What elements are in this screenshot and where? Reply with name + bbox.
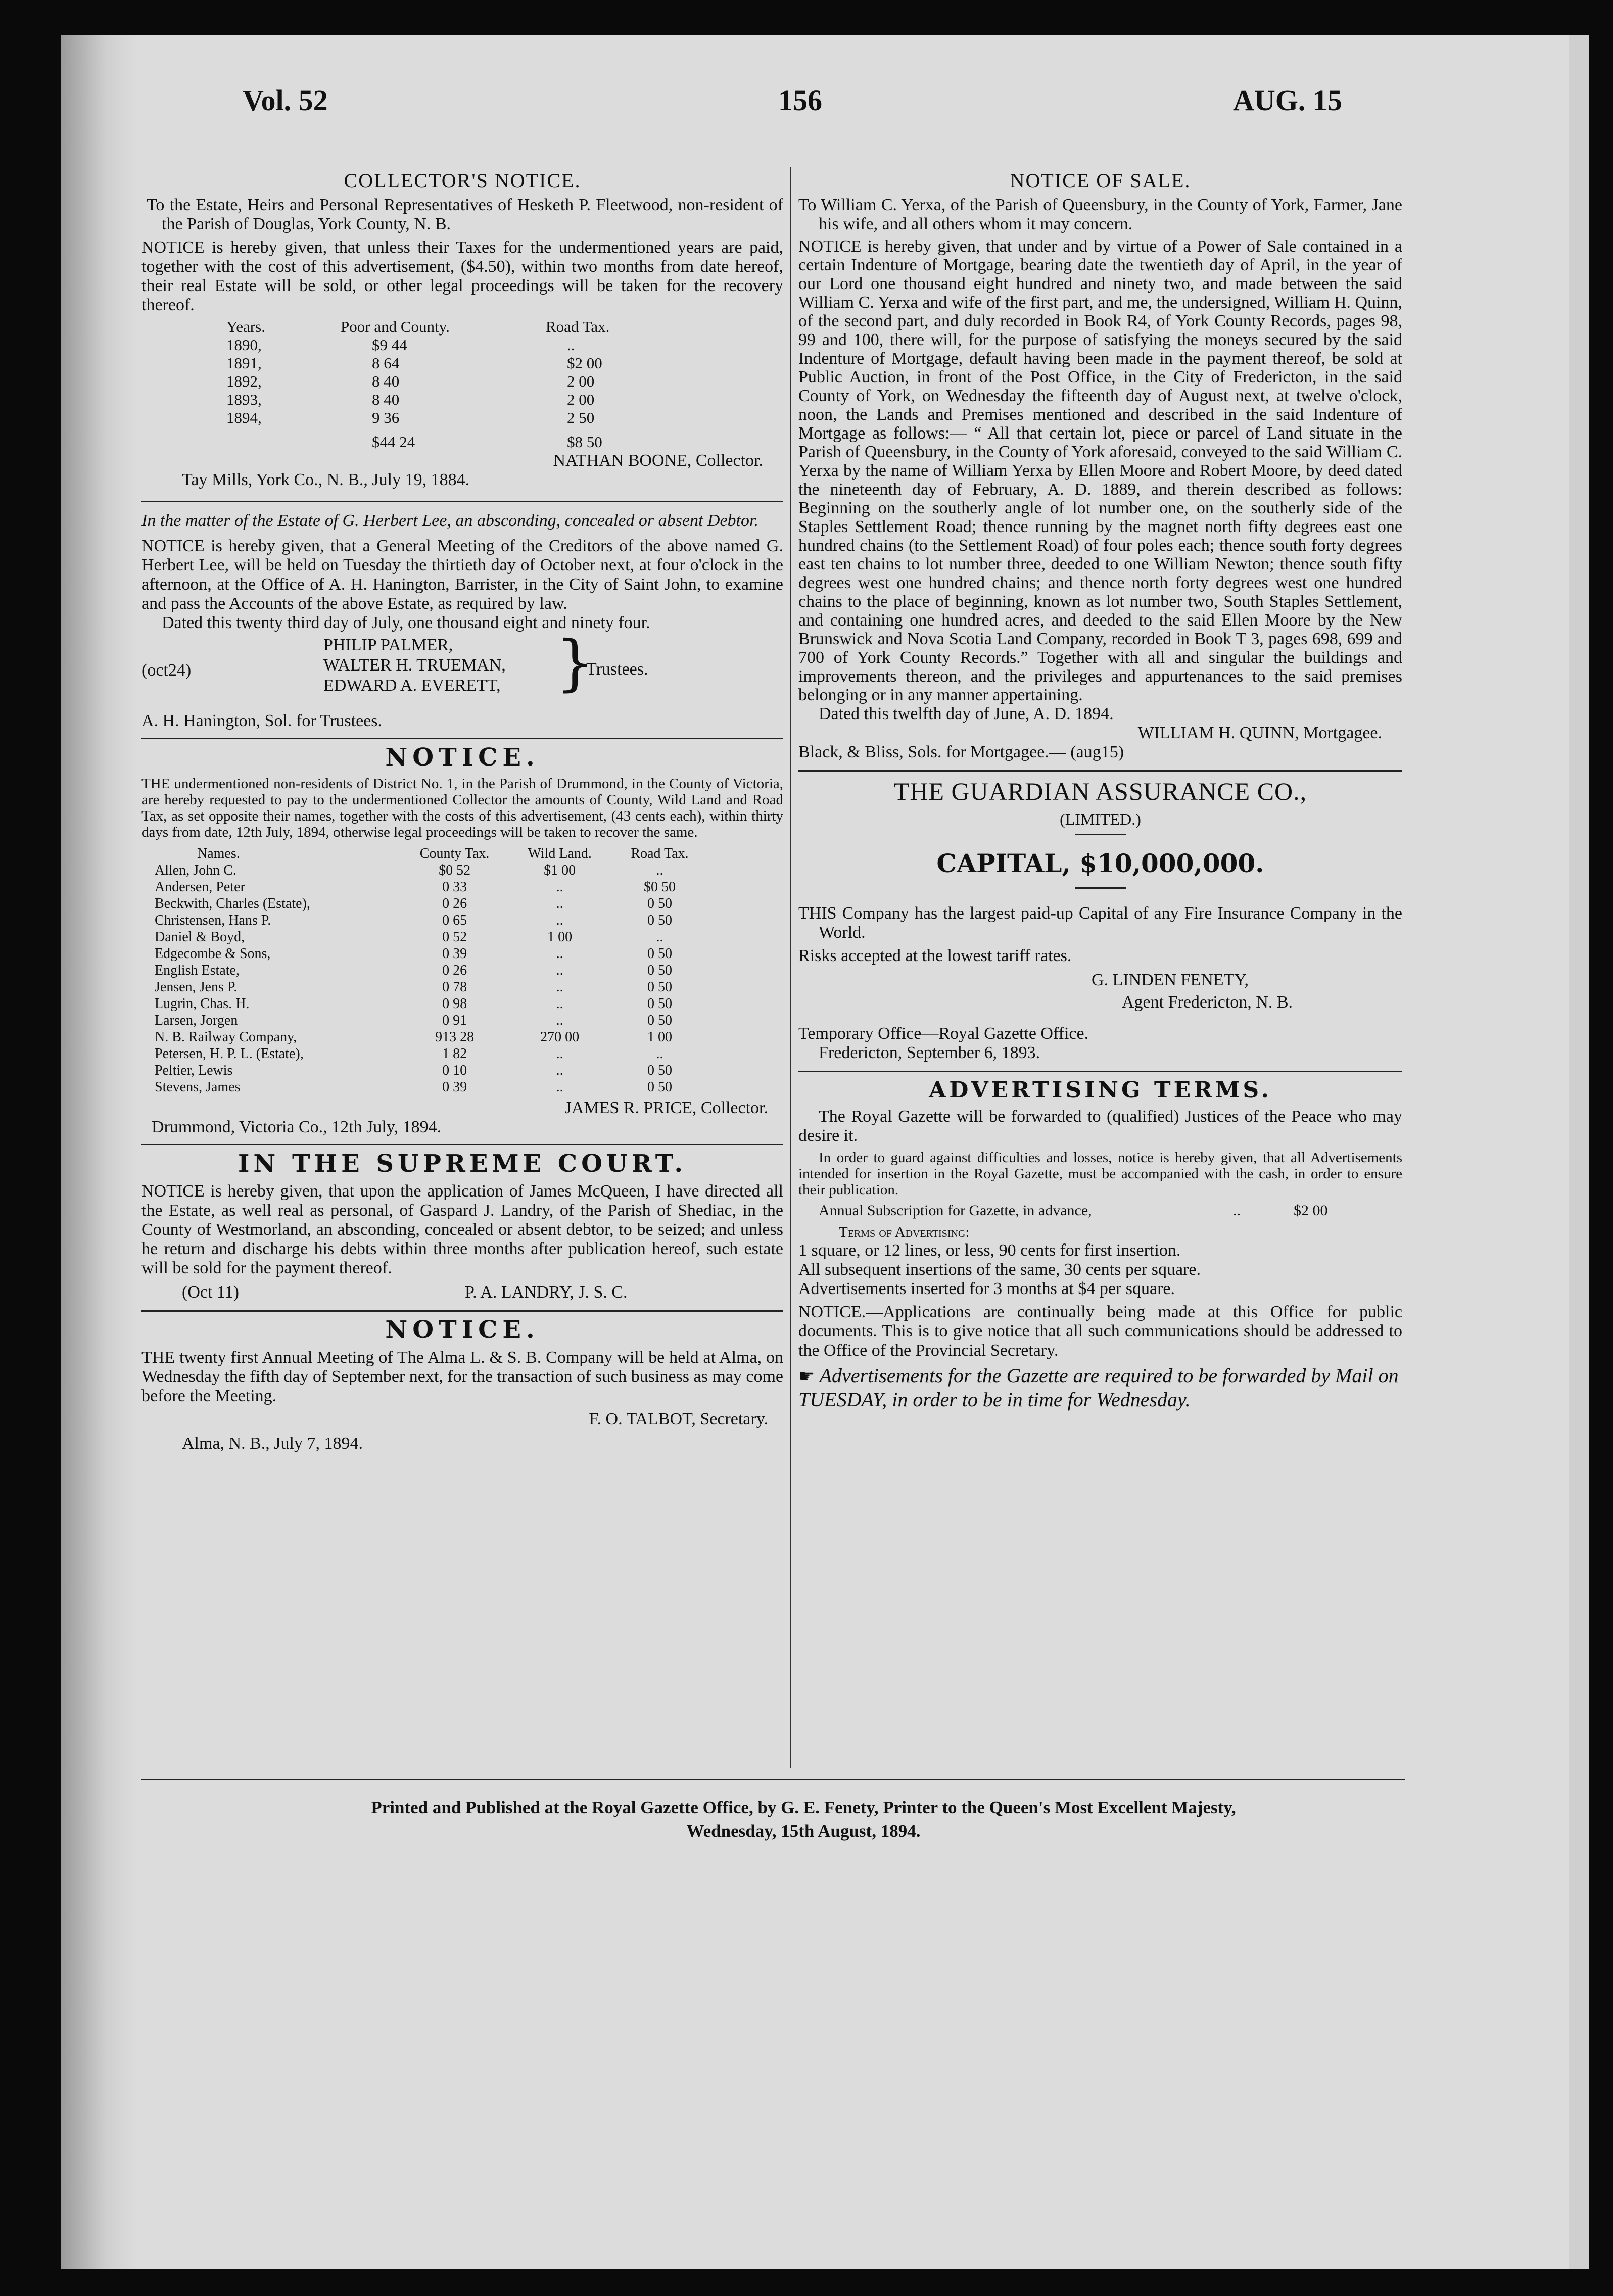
cell: 1 00: [647, 1029, 672, 1045]
supreme-court-notice: [141, 1150, 783, 1305]
cell: ..: [656, 1046, 663, 1062]
alma-notice: [141, 1316, 783, 1453]
cell: 1892,: [226, 372, 262, 390]
trustee-1: PHILIP PALMER,: [323, 636, 453, 654]
trustees-block: [141, 628, 783, 711]
sale-address: To William C. Yerxa, of the Parish of Queensbury, in the County of York, Farmer, Jane his wife, and all others whom it may concern.: [798, 196, 1402, 233]
terms-body: In order to guard against difficulties and losses, notice is hereby given, that all Advertisements intended for insertion in the Royal Gazette, must be accompanied with the cash, in order to ensure their publication.: [798, 1150, 1402, 1198]
cell: 8 64: [372, 354, 400, 372]
cell: ..: [556, 1063, 563, 1078]
table-row: [222, 372, 681, 391]
terms-line-1: 1 square, or 12 lines, or less, 90 cents for first insertion.: [798, 1241, 1181, 1260]
cell: ..: [656, 929, 663, 945]
page-number: 156: [778, 84, 822, 117]
cell: 0 50: [647, 963, 672, 978]
imprint: [212, 1796, 1395, 1843]
cell: ..: [556, 1013, 563, 1028]
lee-body: NOTICE is hereby given, that a General Meeting of the Creditors of the above named G. Herbert Lee, will be held on Tuesday the thirtieth day of October next, at four o'clock in the afternoon, at the Office of A. H. Hanington, Barrister, in the City of Saint John, to examine and pass the Accounts of the above Estate, as required by law.: [141, 537, 783, 613]
table-row: [222, 409, 681, 427]
notice-of-sale: [798, 169, 1402, 762]
drummond-signer: JAMES R. PRICE, Collector.: [564, 1098, 768, 1117]
supreme-signer: P. A. LANDRY, J. S. C.: [465, 1283, 628, 1302]
subscription-row: [798, 1202, 1402, 1222]
cell: Daniel & Boyd,: [155, 929, 245, 945]
supreme-court-title: IN THE SUPREME COURT.: [238, 1150, 687, 1178]
guardian-limited: (LIMITED.): [1060, 810, 1141, 828]
divider: [798, 1071, 1402, 1072]
col-road-tax: Road Tax.: [631, 846, 689, 862]
drummond-place-date: Drummond, Victoria Co., 12th July, 1894.: [152, 1118, 442, 1136]
cell: 1 82: [442, 1046, 467, 1062]
drummond-body: THE undermentioned non-residents of District No. 1, in the Parish of Drummond, in the County of Victoria, are hereby requested to pay to the undermentioned Collector the amounts of County, Wild Land and Road Tax, as set opposite their names, together with the costs of this advertisement, (43 cents each), within thirty days from date, 12th July, 1894, otherwise legal proceedings will be taken to recover the same.: [141, 776, 783, 840]
cell: 0 50: [647, 1063, 672, 1078]
collectors-signer: NATHAN BOONE, Collector.: [553, 451, 763, 470]
lee-dated: Dated this twenty third day of July, one thousand eight and ninety four.: [162, 613, 650, 632]
cell: 0 50: [647, 996, 672, 1012]
cell: 0 98: [442, 996, 467, 1012]
sale-dated: Dated this twelfth day of June, A. D. 1894.: [819, 704, 1114, 723]
cell: 8 40: [372, 391, 400, 408]
cell: 2 00: [567, 391, 595, 408]
cell: 1891,: [226, 354, 262, 372]
cell: 0 78: [442, 979, 467, 995]
lee-code: (oct24): [141, 661, 192, 680]
subscription-label: Annual Subscription for Gazette, in advance,: [819, 1202, 1092, 1219]
total-road-tax: $8 50: [567, 433, 602, 451]
cell: Christensen, Hans P.: [155, 913, 271, 928]
cell: Jensen, Jens P.: [155, 979, 238, 995]
divider: [141, 1144, 783, 1145]
guardian-capital: CAPITAL, $10,000,000.: [936, 848, 1264, 878]
guardian-agent-role: Agent Fredericton, N. B.: [1122, 993, 1293, 1012]
cell: ..: [567, 336, 575, 354]
cell: 0 91: [442, 1013, 467, 1028]
cell: Stevens, James: [155, 1079, 241, 1095]
terms-mail-text: Advertisements for the Gazette are required to be forwarded by Mail on TUESDAY, in order to be in time for Wednesday.: [798, 1364, 1399, 1411]
supreme-code: (Oct 11): [182, 1283, 239, 1302]
cell: 2 50: [567, 409, 595, 426]
cell: 0 50: [647, 896, 672, 912]
cell: ..: [556, 1046, 563, 1062]
col-road-tax: Road Tax.: [546, 318, 610, 336]
cell: Beckwith, Charles (Estate),: [155, 896, 310, 912]
terms-heading: Terms of Advertising:: [839, 1224, 970, 1240]
cell: Peltier, Lewis: [155, 1063, 233, 1078]
cell: 0 50: [647, 1013, 672, 1028]
guardian-assurance-ad: [798, 777, 1402, 1063]
cell: ..: [556, 896, 563, 912]
cell: $0 50: [643, 879, 676, 895]
cell: 0 33: [442, 879, 467, 895]
supreme-court-body: NOTICE is hereby given, that upon the application of James McQueen, I have directed all the Estate, as well real as personal, of Gaspard J. Landry, of the Parish of Shediac, in the County of Westmorland, an absconding, concealed or absent debtor, to be seized; and unless he return and discharge his debts within three months after publication hereof, such estate will be sold for the payment thereof.: [141, 1182, 783, 1277]
terms-line-2: All subsequent insertions of the same, 30 cents per square.: [798, 1260, 1201, 1279]
cell: 0 50: [647, 913, 672, 928]
column-divider: [790, 167, 791, 1768]
cell: Lugrin, Chas. H.: [155, 996, 250, 1012]
sale-signer: WILLIAM H. QUINN, Mortgagee.: [1137, 724, 1382, 742]
table-row: [222, 354, 681, 372]
sale-title: NOTICE OF SALE.: [1010, 169, 1191, 192]
table-row: [152, 879, 707, 895]
drummond-notice: [141, 743, 783, 1137]
alma-body: THE twenty first Annual Meeting of The Alma L. & S. B. Company will be held at Alma, on Wednesday the fifth day of September next, for the transaction of such business as may come before the Meeting.: [141, 1348, 784, 1405]
table-row: [152, 1079, 707, 1095]
subscription-dots: ..: [1233, 1202, 1241, 1219]
lee-heading: In the matter of the Estate of G. Herbert Lee, an absconding, concealed or absent Debtor.: [141, 511, 758, 530]
sale-body: NOTICE is hereby given, that under and by virtue of a Power of Sale contained in a certain Indenture of Mortgage, bearing date the twentieth day of April, in the year of our Lord one thousand eight hundred and ninety two, and made between the said William C. Yerxa and wife of the first part, and me, the undersigned, William H. Quinn, of the second part, and duly recorded in Book R4, of York County Records, pages 98, 99 and 100, there will, for the purpose of satisfying the moneys secured by the said Indenture of Mortgage, default having been made in the payment thereof, be sold at Public Auction, in front of the Post Office, in the City of Fredericton, in the said County of York, on Wednesday the fifteenth day of August next, at twelve o'clock, noon, the Lands and Premises mentioned and described in the said Indenture of Mortgage as follows:— “ All that certain lot, piece or parcel of Land situate in the Parish of Queensbury, in the County of York aforesaid, conveyed to the said William C. Yerxa by the name of William Yerxa by Ellen Moore and Robert Moore, by deed dated the nineteenth day of February, A. D. 1889, and therein described as follows: Beginning on the southerly angle of lot number one, on the southerly side of the Staples Settlement Road; thence running by the magnet north fifty degrees east one hundred chains (to the Settlement Road) of four poles each; thence south forty degrees east ten chains to lot number three, deeded to one William Newton; thence south fifty degrees west one hundred chains; and thence north forty degrees west one hundred chains to the place of beginning, known as lot number two, South Staples Settlement, and containing one hundred acres, and deeded to the said Ellen Moore by the New Brunswick and Nova Scotia Land Company, recorded in Book T 3, pages 698, 699 and 700 of York County Records.” Together with all and singular the buildings and improvements thereon, and the privileges and appurtenances to the said premises belonging or in any manner appertaining.: [798, 237, 1402, 704]
col-names: Names.: [197, 846, 240, 862]
trustee-3: EDWARD A. EVERETT,: [323, 676, 501, 695]
totals-row: [222, 427, 681, 451]
cell: 8 40: [372, 372, 400, 390]
pointing-hand-icon: ☛: [798, 1366, 815, 1386]
cell: $0 52: [439, 863, 471, 878]
table-row: [152, 979, 707, 995]
cell: English Estate,: [155, 963, 240, 978]
table-row: [222, 391, 681, 409]
page-edge: [1569, 35, 1589, 2269]
cell: 0 50: [647, 946, 672, 962]
col-years: Years.: [226, 318, 265, 336]
trustee-2: WALTER H. TRUEMAN,: [323, 656, 506, 675]
divider: [798, 770, 1402, 772]
cell: ..: [556, 996, 563, 1012]
guardian-title: THE GUARDIAN ASSURANCE CO.,: [893, 777, 1307, 805]
volume-number: Vol. 52: [243, 84, 328, 117]
footer-rule: [141, 1779, 1405, 1780]
cell: $2 00: [567, 354, 602, 372]
table-row: [152, 1045, 707, 1062]
cell: 1890,: [226, 336, 262, 354]
table-row: [152, 945, 707, 962]
imprint-line-2: Wednesday, 15th August, 1894.: [686, 1821, 921, 1841]
cell: 0 39: [442, 1079, 467, 1095]
table-row: [152, 962, 707, 979]
cell: ..: [556, 879, 563, 895]
cell: 0 26: [442, 963, 467, 978]
cell: 2 00: [567, 372, 595, 390]
divider: [141, 1310, 783, 1312]
cell: 0 65: [442, 913, 467, 928]
collectors-tax-table: [222, 318, 681, 451]
cell: Andersen, Peter: [155, 879, 245, 895]
cell: 1893,: [226, 391, 262, 408]
cell: 0 52: [442, 929, 467, 945]
lee-estate-notice: [141, 511, 783, 731]
cell: Allen, John C.: [155, 863, 236, 878]
lee-solicitor: A. H. Hanington, Sol. for Trustees.: [141, 711, 383, 730]
cell: 0 50: [647, 1079, 672, 1095]
cell: 0 26: [442, 896, 467, 912]
terms-mail-notice: [798, 1364, 1402, 1411]
guardian-body: THIS Company has the largest paid-up Capital of any Fire Insurance Company in the World.: [798, 904, 1402, 942]
cell: Petersen, H. P. L. (Estate),: [155, 1046, 304, 1062]
page-spine-shadow: [61, 35, 136, 2269]
cell: 0 10: [442, 1063, 467, 1078]
cell: N. B. Railway Company,: [155, 1029, 297, 1045]
terms-intro: The Royal Gazette will be forwarded to (qualified) Justices of the Peace who may desire it.: [798, 1107, 1402, 1145]
col-county-tax: County Tax.: [419, 846, 490, 862]
cell: 9 36: [372, 409, 400, 426]
subscription-value: $2 00: [1294, 1202, 1328, 1219]
guardian-agent-name: G. LINDEN FENETY,: [1092, 971, 1249, 989]
table-row: [152, 1012, 707, 1029]
imprint-line-1: Printed and Published at the Royal Gazette Office, by G. E. Fenety, Printer to the Queen's Most Excellent Majesty,: [371, 1798, 1236, 1817]
cell: $1 00: [544, 863, 576, 878]
alma-title: NOTICE.: [385, 1316, 540, 1344]
table-row: [152, 912, 707, 929]
drummond-title: NOTICE.: [385, 743, 540, 772]
issue-date: AUG. 15: [1233, 84, 1342, 117]
cell: ..: [556, 1079, 563, 1095]
short-rule: [1075, 887, 1126, 889]
table-row: [152, 1029, 707, 1045]
table-row: [152, 862, 707, 879]
advertising-terms: [798, 1077, 1402, 1411]
collectors-notice-address: To the Estate, Heirs and Personal Representatives of Hesketh P. Fleetwood, non-resident of the Parish of Douglas, York County, N. B.: [147, 196, 783, 233]
table-row: [222, 336, 681, 354]
drummond-tax-table: [152, 845, 707, 1095]
collectors-notice-title: COLLECTOR'S NOTICE.: [344, 169, 581, 192]
guardian-place-date: Fredericton, September 6, 1893.: [819, 1043, 1040, 1062]
divider: [141, 501, 783, 502]
col-poor-county: Poor and County.: [341, 318, 450, 336]
short-rule: [1075, 834, 1126, 835]
table-row: [152, 995, 707, 1012]
terms-notice: NOTICE.—Applications are continually being made at this Office for public documents. This is to give notice that all such communications should be addressed to the Office of the Provincial Secretary.: [798, 1303, 1402, 1360]
sale-solicitors: Black, & Bliss, Sols. for Mortgagee.— (aug15): [798, 743, 1124, 761]
left-column: [141, 167, 783, 1453]
guardian-office: Temporary Office—Royal Gazette Office.: [798, 1024, 1089, 1043]
cell: ..: [556, 913, 563, 928]
cell: Larsen, Jorgen: [155, 1013, 238, 1028]
cell: 913 28: [435, 1029, 475, 1045]
cell: 1 00: [547, 929, 573, 945]
total-poor-county: $44 24: [372, 433, 415, 451]
cell: ..: [656, 863, 663, 878]
table-row: [152, 895, 707, 912]
terms-line-3: Advertisements inserted for 3 months at $4 per square.: [798, 1279, 1175, 1298]
cell: 0 39: [442, 946, 467, 962]
cell: $9 44: [372, 336, 407, 354]
brace-glyph: }: [556, 628, 595, 698]
right-column: [798, 167, 1402, 1411]
cell: ..: [556, 963, 563, 978]
table-row: [152, 929, 707, 945]
collectors-notice-body: NOTICE is hereby given, that unless their Taxes for the undermentioned years are paid, together with the cost of this advertisement, ($4.50), within two months from date hereof, their real Estate will be sold, or other legal proceedings will be taken for the recovery thereof.: [141, 238, 783, 314]
cell: ..: [556, 979, 563, 995]
cell: ..: [556, 946, 563, 962]
cell: 1894,: [226, 409, 262, 426]
supreme-signature-row: [141, 1283, 783, 1305]
cell: 270 00: [540, 1029, 580, 1045]
cell: Edgecombe & Sons,: [155, 946, 271, 962]
col-wild-land: Wild Land.: [528, 846, 592, 862]
alma-signer: F. O. TALBOT, Secretary.: [589, 1410, 768, 1428]
trustees-label: Trustees.: [586, 660, 648, 679]
terms-title: ADVERTISING TERMS.: [929, 1077, 1272, 1103]
divider: [141, 738, 783, 739]
alma-place-date: Alma, N. B., July 7, 1894.: [182, 1434, 363, 1453]
collectors-notice: [141, 169, 783, 490]
table-row: [152, 1062, 707, 1079]
collectors-place-date: Tay Mills, York Co., N. B., July 19, 1884.: [182, 470, 470, 489]
guardian-risks: Risks accepted at the lowest tariff rates.: [798, 946, 1072, 965]
cell: 0 50: [647, 979, 672, 995]
